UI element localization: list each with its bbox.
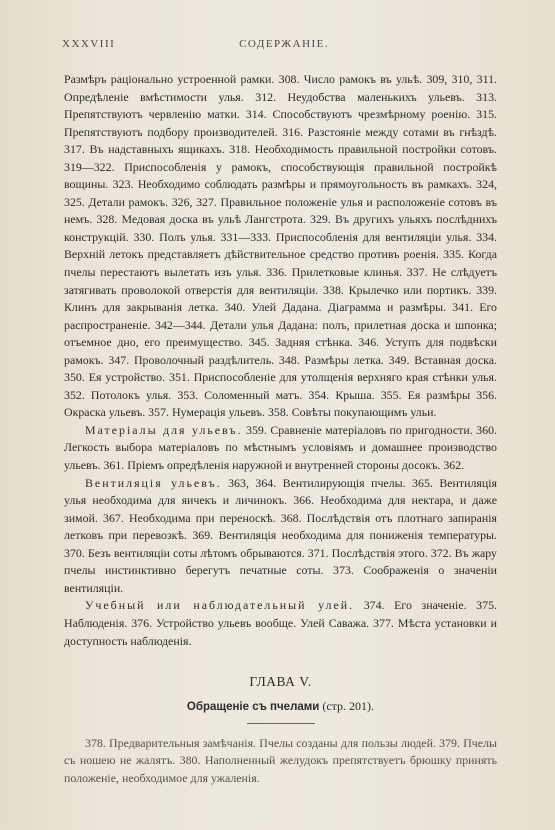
section-lead: Вентиляція ульевъ. — [85, 475, 222, 490]
page-header — [62, 38, 493, 50]
chapter-subtitle-page: (стр. 201). — [319, 699, 375, 714]
paragraph-text: 359. Сравненіе матеріаловъ по пригодности. 360. Легкость выбора матеріаловъ по мѣстнымъ условіямъ и домашнее производство ульевъ. 361. Пріемъ опредѣленія наружной и внутренней стороны досокъ. 362. — [64, 422, 497, 473]
contents-paragraph — [64, 71, 497, 422]
contents-paragraph — [64, 422, 497, 475]
contents-body — [64, 71, 497, 787]
paragraph-text: 363, 364. Вентилирующія пчелы. 365. Вентиляція улья необходима для яичекъ и личинокъ. 366. Необходима для нектара, и даже зимой. 367. Необходима при переноскѣ. 368. Послѣдствія отъ плотнаго запиранія летковъ при перевозкѣ. 369. Вентиляція необходима для пониженія температуры. 370. Безъ вентиляціи соты лѣтомъ обрываются. 371. Послѣдствія этого. 372. Въ жару пчелы инстинктивно берегутъ печатные соты. 373. Соображенія о значеніи вентиляціи. — [64, 475, 497, 595]
chapter-subtitle — [64, 698, 497, 717]
section-lead: Матеріалы для ульевъ. — [85, 422, 243, 437]
divider-rule — [247, 723, 315, 724]
running-title: СОДЕРЖАНІЕ. — [239, 38, 330, 50]
contents-paragraph — [64, 597, 497, 650]
paragraph-text: Размѣръ раціонально устроенной рамки. 308. Число рамокъ въ ульѣ. 309, 310, 311. Опредѣленіе вмѣстимости улья. 312. Неудобства маленькихъ ульевъ. 313. Препятствуютъ червленію матки. 314. Способствуютъ чрезмѣрному роенію. 315. Препятствуютъ подбору производителей. 316. Разстояніе между сотами въ гнѣздѣ. 317. Въ надставныхъ ящикахъ. 318. Необходимость правильной постройки сотовъ. 319—322. Приспособленія у рамокъ, способствующія правильной постройкѣ вощины. 323. Необходимо соблюдать размѣры и прямоугольность въ рамкахъ. 324, 325. Детали рамокъ. 326, 327. Правильное положеніе улья и расположеніе сотовъ въ немъ. 328. Медовая доска въ ульѣ Лангстрота. 329. Въ другихъ ульяхъ послѣднихъ конструкцій. 330. Полъ улья. 331—333. Приспособленія для вентиляціи улья. 334. Верхній летокъ представляетъ дѣйствительное средство противъ роенія. 335. Когда пчелы перестаютъ вылетать изъ улья. 336. Прилетковые клинья. 337. Не слѣдуетъ затягивать проволокой отверстія для вентиляціи. 338. Крылечко или портикъ. 339. Клинъ для закрыванія летка. 340. Улей Дадана. Діаграмма и размѣры. 341. Его распространеніе. 342—344. Детали улья Дадана: полъ, прилетная доска и шпонка; отъемное дно, его преимущество. 345. Задняя стѣнка. 346. Уступъ для подвѣски рамокъ. 347. Проволочный раздѣлитель. 348. Размѣры летка. 349. Вставная доска. 350. Ея устройство. 351. Приспособленіе для утолщенія верхняго края стѣнки улья. 352. Потолокъ улья. 353. Соломенный матъ. 354. Крыша. 355. Ея размѣры 356. Окраска ульевъ. 357. Нумерація ульевъ. 358. Совѣты покупающимъ ульи. — [64, 72, 497, 420]
chapter-heading: ГЛАВА V. — [249, 674, 312, 690]
contents-paragraph — [64, 475, 497, 598]
paragraph-text: 378. Предварительныя замѣчанія. Пчелы созданы для пользы людей. 379. Пчелы съ ношею не жалятъ. 380. Наполненный желудокъ препятствуетъ брюшку принять положеніе, необходимое для ужаленія. — [64, 735, 497, 785]
section-lead: Учебный или наблюдательный улей. — [85, 598, 355, 613]
page-number: XXXVIII — [62, 38, 116, 50]
header-spacer — [453, 38, 493, 50]
chapter-subtitle-bold: Обращеніе съ пчелами — [186, 701, 320, 714]
contents-paragraph — [64, 735, 497, 788]
paragraph-text: 374. Его значеніе. 375. Наблюденія. 376. Устройство ульевъ вообще. Улей Саважа. 377. Мѣста установки и доступность наблюденія. — [64, 598, 497, 648]
